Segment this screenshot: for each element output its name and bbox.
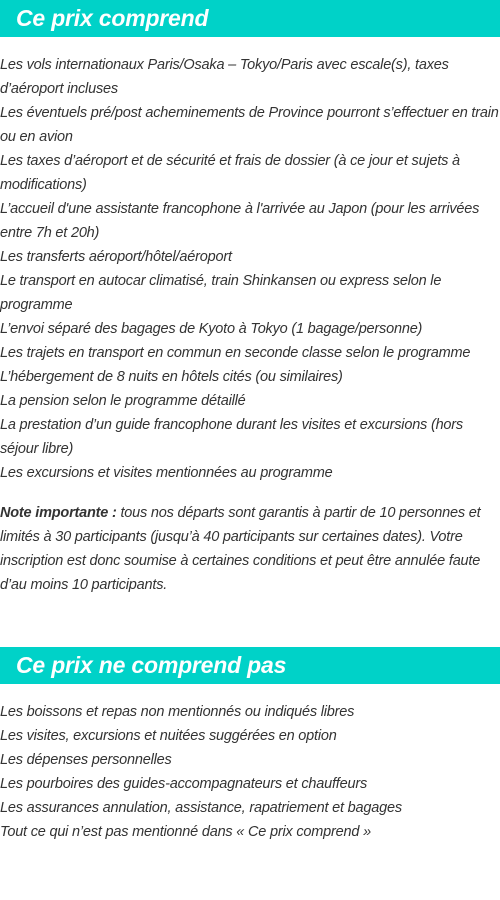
list-item: Tout ce qui n’est pas mentionné dans « Ce prix comprend » <box>0 824 371 840</box>
excluded-items-list <box>0 700 500 844</box>
section-price-excludes <box>0 647 500 844</box>
list-item: L’envoi séparé des bagages de Kyoto à Tokyo (1 bagage/personne) <box>0 321 423 337</box>
list-item: L’hébergement de 8 nuits en hôtels cités (ou similaires) <box>0 369 343 385</box>
included-items-list <box>0 53 500 485</box>
list-item: La pension selon le programme détaillé <box>0 393 246 409</box>
list-item: Les pourboires des guides-accompagnateurs et chauffeurs <box>0 776 368 792</box>
section-title: Ce prix ne comprend pas <box>16 652 287 678</box>
list-item: Les taxes d’aéroport et de sécurité et frais de dossier (à ce jour et sujets à modifications) <box>0 153 460 193</box>
list-item: Les transferts aéroport/hôtel/aéroport <box>0 249 232 265</box>
list-item: La prestation d’un guide francophone durant les visites et excursions (hors séjour libre) <box>0 417 463 457</box>
list-item: Les éventuels pré/post acheminements de Province pourront s’effectuer en train ou en avion <box>0 105 499 145</box>
list-item: Les boissons et repas non mentionnés ou indiqués libres <box>0 704 355 720</box>
list-item: Les visites, excursions et nuitées suggérées en option <box>0 728 337 744</box>
list-item: L’accueil d'une assistante francophone à l'arrivée au Japon (pour les arrivées entre 7h et 20h) <box>0 201 480 241</box>
list-item: Les vols internationaux Paris/Osaka – Tokyo/Paris avec escale(s), taxes d’aéroport incluses <box>0 57 449 97</box>
list-item: Les excursions et visites mentionnées au programme <box>0 465 333 481</box>
list-item: Les assurances annulation, assistance, rapatriement et bagages <box>0 800 402 816</box>
section-title: Ce prix comprend <box>16 5 209 31</box>
list-item: Les trajets en transport en commun en seconde classe selon le programme <box>0 345 471 361</box>
section-header-banner <box>0 647 500 684</box>
important-note <box>0 501 500 597</box>
note-text: tous nos départs sont garantis à partir de 10 personnes et limités à 30 participants (jusqu’à 40 participants sur certaines dates). Votre inscription est donc soumise à certaines conditions et peut être annulée faute d’au moins 10 participants. <box>0 505 481 593</box>
note-label: Note importante : <box>0 505 117 521</box>
section-header-banner <box>0 0 500 37</box>
list-item: Le transport en autocar climatisé, train Shinkansen ou express selon le programme <box>0 273 442 313</box>
list-item: Les dépenses personnelles <box>0 752 172 768</box>
